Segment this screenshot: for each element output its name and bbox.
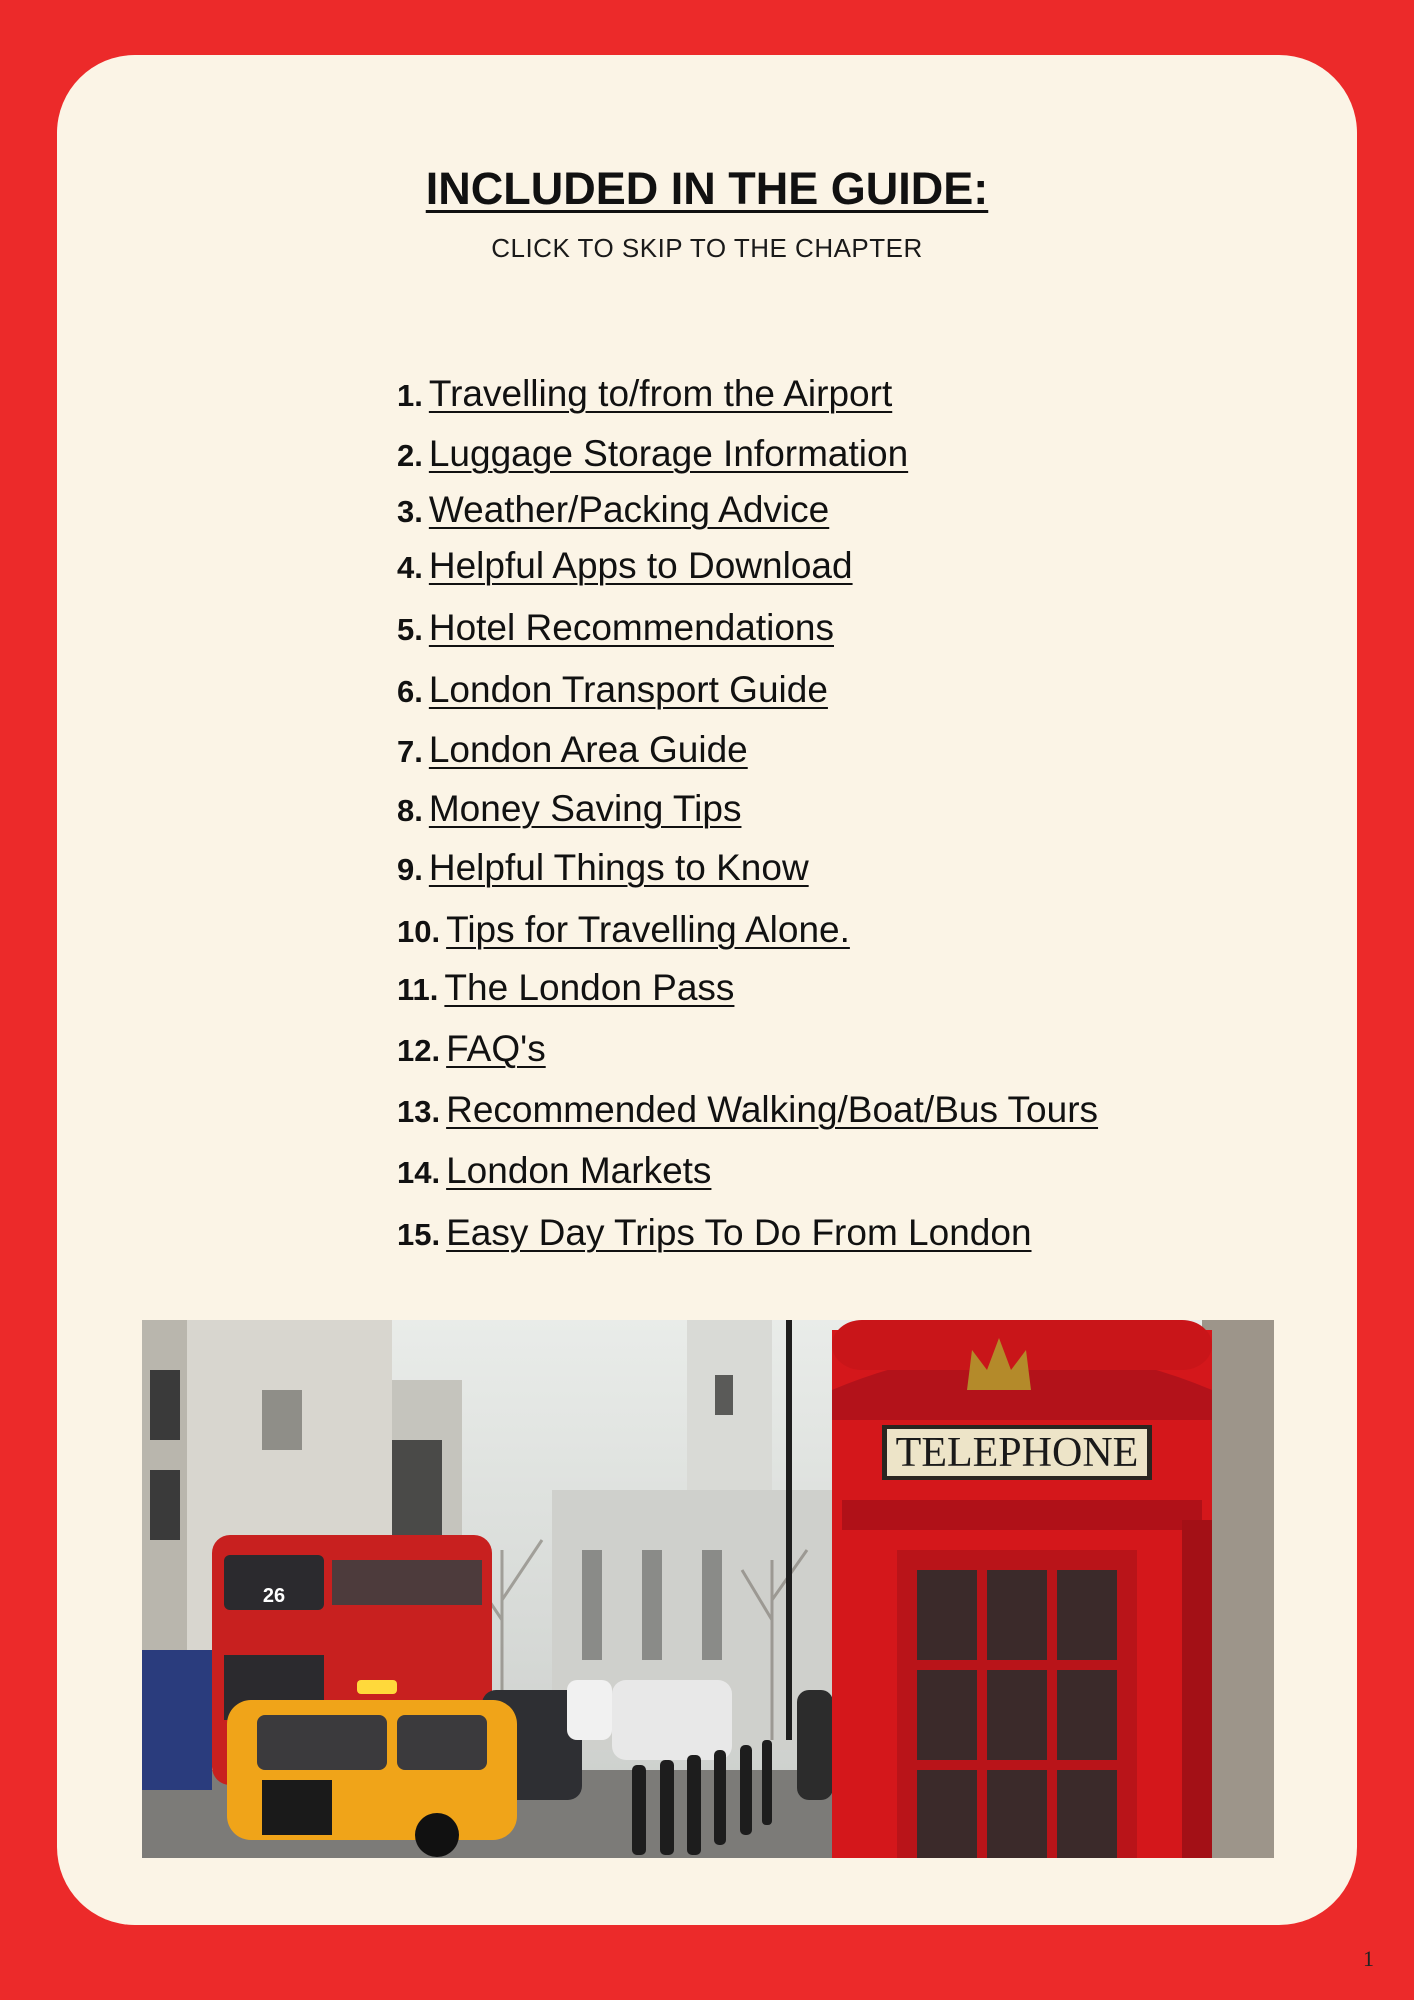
- svg-text:26: 26: [262, 1585, 286, 1607]
- toc-link[interactable]: Luggage Storage Information: [428, 433, 909, 474]
- page-card: [57, 55, 1357, 1925]
- page-title: INCLUDED IN THE GUIDE:: [425, 163, 989, 214]
- toc-item[interactable]: [397, 669, 828, 711]
- toc-number: 10.: [397, 914, 441, 949]
- toc-number: 2.: [397, 438, 423, 473]
- toc-link[interactable]: Easy Day Trips To Do From London: [446, 1212, 1032, 1253]
- toc-link[interactable]: Money Saving Tips: [428, 788, 742, 829]
- toc-number: 4.: [397, 550, 423, 585]
- toc-link[interactable]: Travelling to/from the Airport: [428, 373, 893, 414]
- taxi: [227, 1680, 517, 1857]
- toc-number: 11.: [397, 972, 439, 1007]
- toc-link[interactable]: London Transport Guide: [428, 669, 828, 710]
- toc-item[interactable]: [397, 1028, 546, 1070]
- toc-link[interactable]: Weather/Packing Advice: [428, 489, 830, 530]
- toc-number: 14.: [397, 1155, 441, 1190]
- toc-link[interactable]: London Area Guide: [428, 729, 748, 770]
- toc-number: 8.: [397, 793, 423, 828]
- toc-item[interactable]: [397, 373, 892, 415]
- toc-item[interactable]: [397, 1089, 1098, 1131]
- toc-item[interactable]: [397, 788, 741, 830]
- toc-item[interactable]: [397, 1150, 711, 1192]
- telephone-box: [832, 1320, 1212, 1858]
- toc-item[interactable]: [397, 489, 829, 531]
- toc-number: 7.: [397, 734, 423, 769]
- toc-link[interactable]: London Markets: [446, 1150, 712, 1191]
- toc-link[interactable]: Recommended Walking/Boat/Bus Tours: [446, 1089, 1099, 1130]
- toc-item[interactable]: [397, 545, 853, 587]
- page-number: 1: [1363, 1946, 1374, 1971]
- toc-link[interactable]: Helpful Things to Know: [428, 847, 809, 888]
- toc-item[interactable]: [397, 729, 748, 771]
- page-subtitle: CLICK TO SKIP TO THE CHAPTER: [491, 233, 923, 263]
- toc-item[interactable]: [397, 607, 834, 649]
- toc-number: 5.: [397, 612, 423, 647]
- toc-item[interactable]: [397, 967, 734, 1009]
- toc-link[interactable]: Hotel Recommendations: [428, 607, 834, 648]
- toc-number: 3.: [397, 494, 423, 529]
- toc-number: 6.: [397, 674, 423, 709]
- toc-item[interactable]: [397, 1212, 1032, 1254]
- toc-number: 9.: [397, 852, 423, 887]
- toc-number: 1.: [397, 378, 423, 413]
- toc-link[interactable]: The London Pass: [444, 967, 735, 1008]
- london-street-photo: [142, 1320, 1274, 1858]
- toc-link[interactable]: Tips for Travelling Alone.: [446, 909, 850, 950]
- toc-item[interactable]: [397, 433, 908, 475]
- toc-item[interactable]: [397, 847, 809, 889]
- svg-text:TELEPHONE: TELEPHONE: [895, 1430, 1139, 1476]
- toc-link[interactable]: Helpful Apps to Download: [428, 545, 853, 586]
- toc-item[interactable]: [397, 909, 850, 951]
- toc-number: 15.: [397, 1217, 441, 1252]
- toc-number: 13.: [397, 1094, 441, 1129]
- toc-number: 12.: [397, 1033, 441, 1068]
- toc-link[interactable]: FAQ's: [446, 1028, 546, 1069]
